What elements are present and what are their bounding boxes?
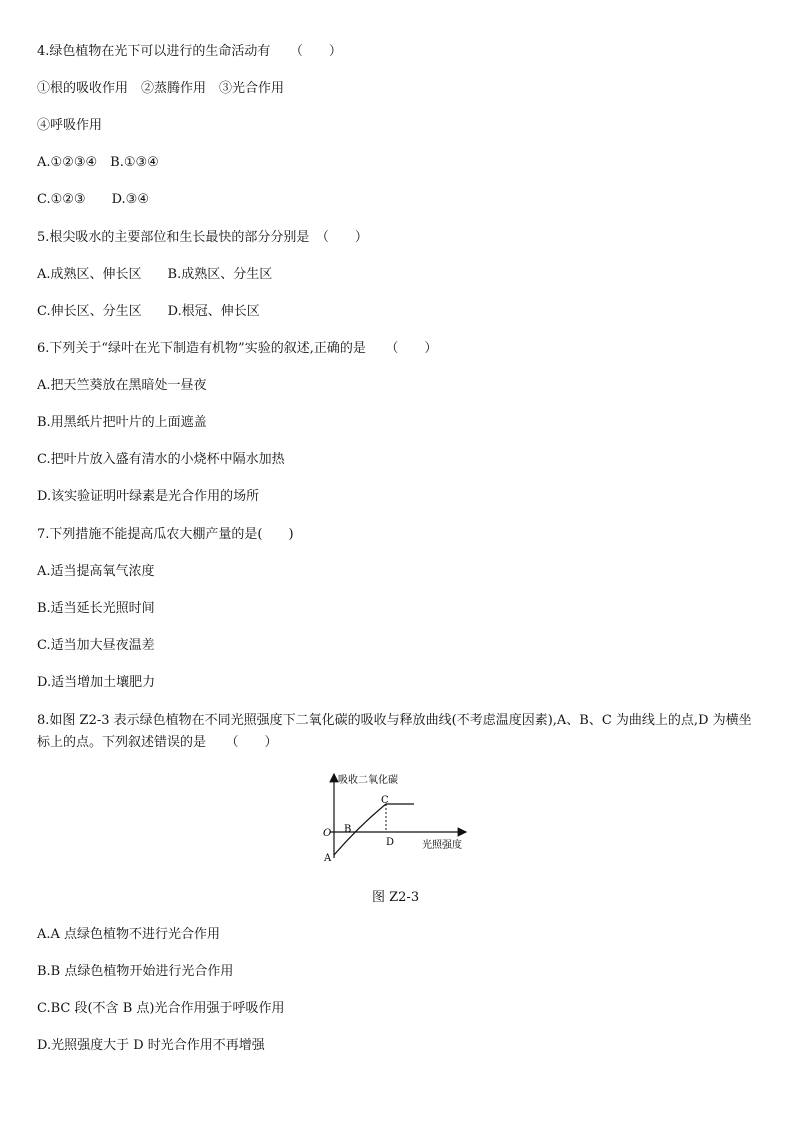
question-8-option-d: D.光照强度大于 D 时光合作用不再增强 <box>37 1038 265 1053</box>
question-8-option-b: B.B 点绿色植物开始进行光合作用 <box>37 964 234 979</box>
question-6-option-b: B.用黑纸片把叶片的上面遮盖 <box>37 415 207 430</box>
point-d-label: D <box>386 837 395 848</box>
question-8-stem: 8.如图 Z2-3 表示绿色植物在不同光照强度下二氧化碳的吸收与释放曲线(不考虑温度因素),A、B、C 为曲线上的点,D 为横坐标上的点。下列叙述错误的是 （ ） <box>37 713 752 750</box>
question-4-stem: 4.绿色植物在光下可以进行的生命活动有 （ ） <box>37 44 342 59</box>
question-4-line-2: ④呼吸作用 <box>37 118 103 133</box>
origin-label: O <box>323 828 332 839</box>
question-8-option-a: A.A 点绿色植物不进行光合作用 <box>37 927 221 942</box>
y-axis-label: 吸收二氧化碳 <box>338 775 398 786</box>
question-6-option-d: D.该实验证明叶绿素是光合作用的场所 <box>37 489 260 504</box>
point-c-label: C <box>381 795 389 806</box>
point-a-label: A <box>324 853 332 862</box>
question-5-stem: 5.根尖吸水的主要部位和生长最快的部分分别是 （ ） <box>37 230 368 245</box>
question-7-option-b: B.适当延长光照时间 <box>37 601 155 616</box>
question-7-stem: 7.下列措施不能提高瓜农大棚产量的是( ) <box>37 527 294 542</box>
figure-caption: 图 Z2-3 <box>372 890 420 905</box>
question-7-option-d: D.适当增加土壤肥力 <box>37 675 156 690</box>
point-b-label: B <box>344 824 352 835</box>
question-6-option-c: C.把叶片放入盛有清水的小烧杯中隔水加热 <box>37 452 285 467</box>
question-4-line-1: ①根的吸收作用 ②蒸腾作用 ③光合作用 <box>37 81 285 96</box>
question-8-option-c: C.BC 段(不含 B 点)光合作用强于呼吸作用 <box>37 1001 285 1016</box>
question-4-options-cd: C.①②③ D.③④ <box>37 192 149 207</box>
question-7-option-a: A.适当提高氧气浓度 <box>37 564 155 579</box>
x-axis-label: 光照强度 <box>422 840 462 851</box>
question-6-stem: 6.下列关于“绿叶在光下制造有机物”实验的叙述,正确的是 （ ） <box>37 341 438 356</box>
question-7-option-c: C.适当加大昼夜温差 <box>37 638 155 653</box>
photosynthesis-curve-diagram <box>320 770 470 862</box>
question-5-options-cd: C.伸长区、分生区 D.根冠、伸长区 <box>37 304 260 319</box>
question-4-options-ab: A.①②③④ B.①③④ <box>37 155 159 170</box>
question-6-option-a: A.把天竺葵放在黑暗处一昼夜 <box>37 378 207 393</box>
question-5-options-ab: A.成熟区、伸长区 B.成熟区、分生区 <box>37 267 273 282</box>
